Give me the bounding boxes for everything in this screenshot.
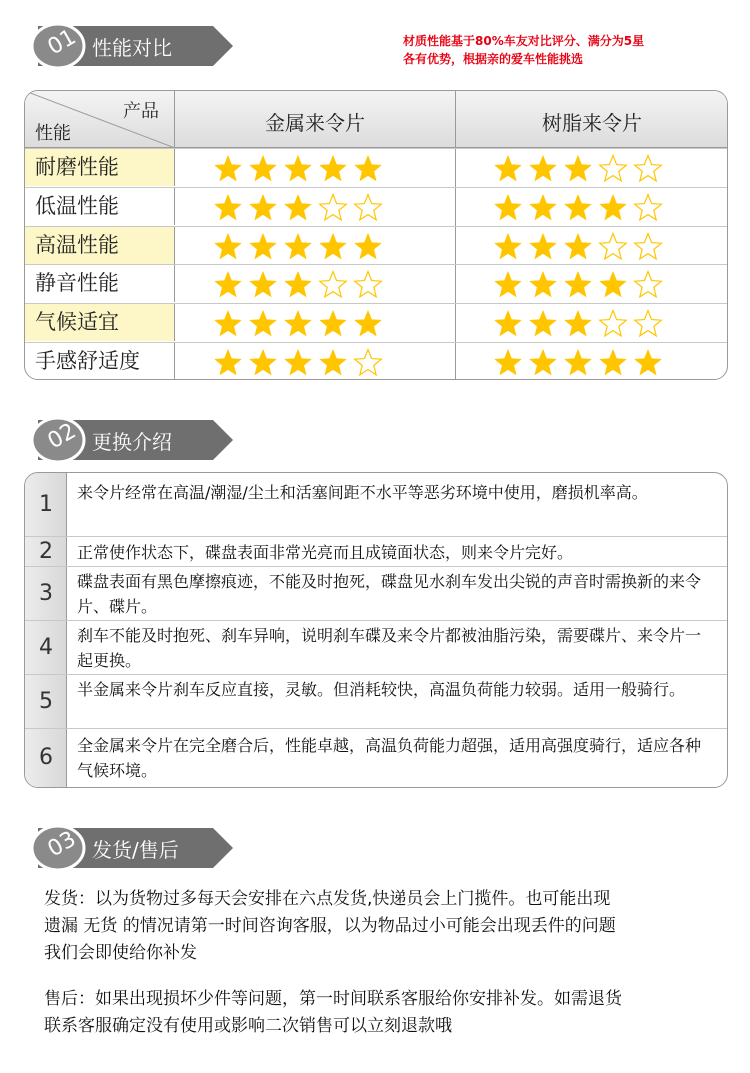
star-filled-icon [213,153,243,183]
star-filled-icon [528,347,558,377]
row-label: 手感舒适度 [25,343,175,380]
star-filled-icon [213,308,243,338]
star-filled-icon [213,269,243,299]
column-header-metal: 金属来令片 [265,111,365,135]
replacement-row [25,729,727,787]
star-filled-icon [248,153,278,183]
star-empty-icon [598,308,628,338]
comparison-row [25,342,727,380]
star-filled-icon [283,269,313,299]
replacement-row [25,621,727,675]
star-filled-icon [563,153,593,183]
after-sales-line: 售后：如果出现损坏少件等问题，第一时间联系客服给你安排补发。如需退货 [44,989,622,1009]
star-filled-icon [248,347,278,377]
section-number: 02 [43,418,81,455]
performance-comparison-table [24,90,728,380]
star-filled-icon [353,153,383,183]
after-sales-line: 联系客服确定没有使用或影响二次销售可以立刻退款哦 [44,1016,452,1036]
star-filled-icon [318,153,348,183]
star-empty-icon [633,192,663,222]
row-number: 1 [39,492,53,517]
header-product-label: 产品 [123,101,159,122]
section-number: 03 [43,826,81,863]
star-empty-icon [598,153,628,183]
star-empty-icon [633,269,663,299]
star-rating [213,269,383,299]
after-sales-paragraph [44,986,724,1040]
comparison-row [25,303,727,341]
star-empty-icon [353,347,383,377]
header-performance-label: 性能 [35,123,71,144]
star-rating [493,192,663,222]
star-filled-icon [598,347,628,377]
table-header [25,91,727,148]
section-01-banner [28,20,238,70]
star-filled-icon [353,231,383,261]
star-filled-icon [493,231,523,261]
star-filled-icon [493,308,523,338]
star-filled-icon [563,347,593,377]
row-text: 正常使作状态下，碟盘表面非常光亮而且成镜面状态，则来令片完好。 [77,542,574,562]
star-filled-icon [563,308,593,338]
star-empty-icon [633,231,663,261]
star-empty-icon [633,308,663,338]
star-filled-icon [598,192,628,222]
replacement-row [25,675,727,729]
star-rating [213,153,383,183]
comparison-row [25,264,727,302]
star-rating [213,308,383,338]
section-number: 01 [43,24,81,61]
star-filled-icon [283,308,313,338]
star-filled-icon [248,192,278,222]
star-filled-icon [213,231,243,261]
star-filled-icon [633,347,663,377]
replacement-row [25,537,727,567]
star-filled-icon [283,347,313,377]
star-rating [213,192,383,222]
section-title: 发货/售后 [92,838,179,862]
section-title: 更换介绍 [92,430,172,454]
replacement-row [25,473,727,537]
section-03-banner [28,822,238,872]
star-rating [493,231,663,261]
star-filled-icon [563,231,593,261]
row-text: 刹车不能及时抱死、刹车异响，说明刹车碟及来令片都被油脂污染，需要碟片、来令片一起更换。 [77,626,702,670]
row-number: 5 [39,689,53,714]
star-rating [213,347,383,377]
star-rating [493,347,663,377]
star-rating [213,231,383,261]
star-empty-icon [353,269,383,299]
star-rating [493,269,663,299]
column-header-resin: 树脂来令片 [542,111,642,135]
star-filled-icon [528,231,558,261]
star-empty-icon [633,153,663,183]
star-rating [493,153,663,183]
star-filled-icon [598,269,628,299]
row-label: 耐磨性能 [25,149,175,186]
row-label: 低温性能 [25,188,175,225]
star-filled-icon [318,231,348,261]
row-number: 6 [39,745,53,770]
star-empty-icon [353,192,383,222]
star-filled-icon [563,269,593,299]
star-rating [493,308,663,338]
star-filled-icon [528,153,558,183]
shipping-line: 我们会即使给你补发 [44,943,197,963]
row-text: 全金属来令片在完全磨合后，性能卓越，高温负荷能力超强，适用高强度骑行，适应各种气候环境。 [77,736,702,780]
replacement-row [25,567,727,621]
shipping-line: 发货：以为货物过多每天会安排在六点发货,快递员会上门揽件。也可能出现 [44,889,611,909]
row-number: 4 [39,635,53,660]
star-filled-icon [528,192,558,222]
star-filled-icon [213,192,243,222]
comparison-row [25,148,727,186]
star-empty-icon [318,192,348,222]
star-filled-icon [248,269,278,299]
shipping-line: 遗漏 无货 的情况请第一时间咨询客服，以为物品过小可能会出现丢件的问题 [44,916,616,936]
shipping-paragraph [44,886,724,967]
star-filled-icon [213,347,243,377]
star-filled-icon [528,269,558,299]
star-filled-icon [283,153,313,183]
section-title: 性能对比 [92,36,172,60]
row-text: 碟盘表面有黑色摩擦痕迹，不能及时抱死，碟盘见水刹车发出尖锐的声音时需换新的来令片、碟片。 [77,572,702,616]
star-filled-icon [318,347,348,377]
comparison-row [25,226,727,264]
star-filled-icon [283,192,313,222]
star-filled-icon [318,308,348,338]
star-empty-icon [598,231,628,261]
star-filled-icon [493,153,523,183]
row-number: 3 [39,581,53,606]
row-label: 气候适宜 [25,304,175,341]
row-label: 静音性能 [25,265,175,302]
star-filled-icon [493,347,523,377]
comparison-row [25,187,727,225]
star-filled-icon [493,269,523,299]
row-text: 半金属来令片刹车反应直接，灵敏。但消耗较快，高温负荷能力较弱。适用一般骑行。 [77,680,686,699]
star-filled-icon [563,192,593,222]
rating-note [403,32,743,68]
rating-note-line1: 材质性能基于80%车友对比评分、满分为5星 [403,34,645,48]
star-filled-icon [493,192,523,222]
section-02-banner [28,414,238,464]
star-filled-icon [248,308,278,338]
row-text: 来令片经常在高温/潮湿/尘土和活塞间距不水平等恶劣环境中使用，磨损机率高。 [77,483,648,502]
star-empty-icon [318,269,348,299]
row-number: 2 [39,539,53,564]
star-filled-icon [528,308,558,338]
star-filled-icon [353,308,383,338]
header-corner-cell [25,91,175,148]
row-label: 高温性能 [25,227,175,264]
star-filled-icon [248,231,278,261]
rating-note-line2: 各有优势，根据亲的爱车性能挑选 [403,52,584,66]
star-filled-icon [283,231,313,261]
replacement-info-table [24,472,728,788]
